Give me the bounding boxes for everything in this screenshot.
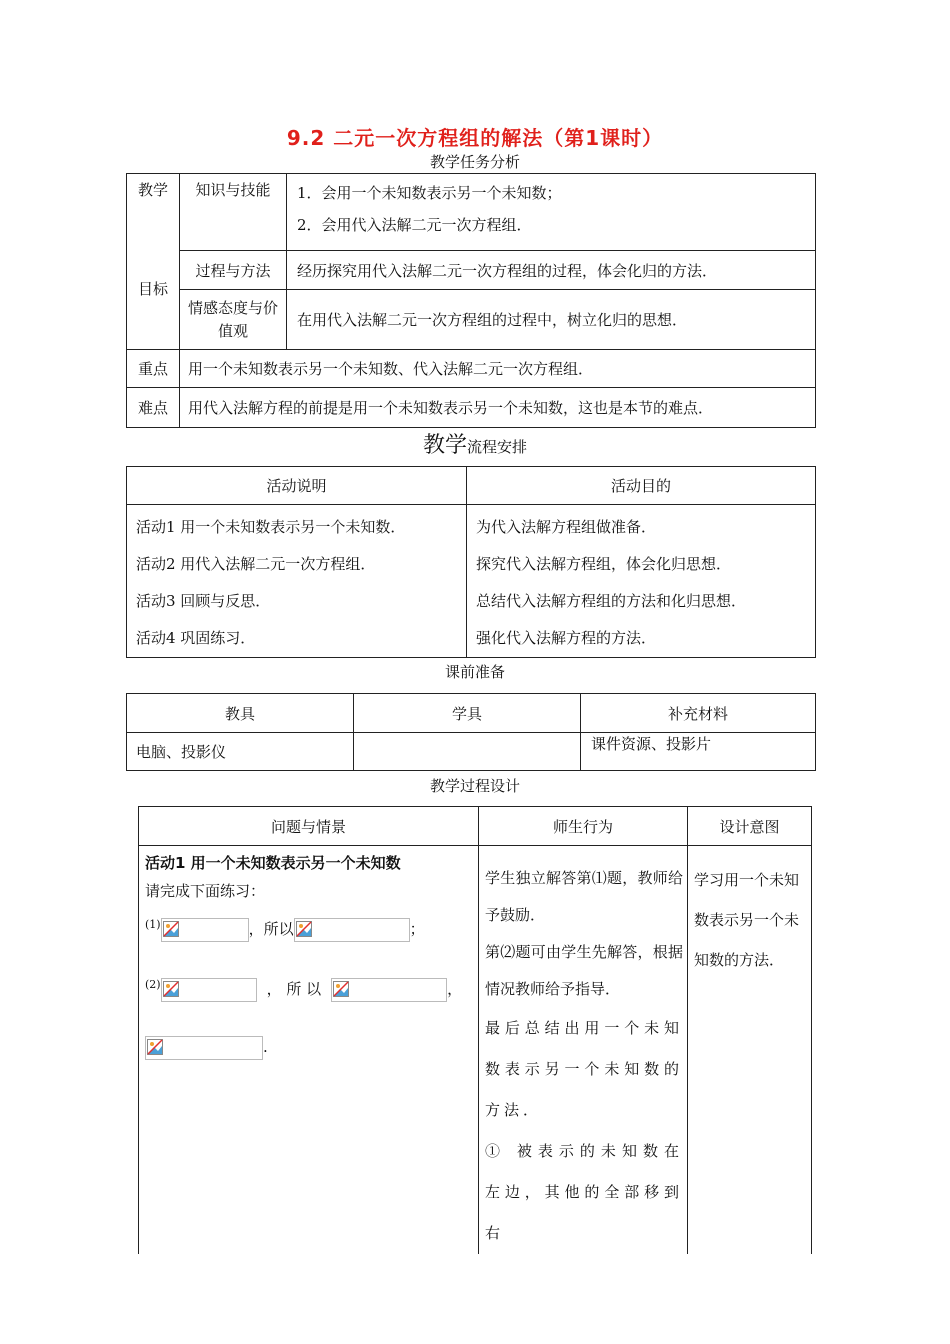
exercise-2 — [145, 978, 478, 1036]
design-prompt: 请完成下面练习： — [145, 882, 266, 900]
flow-purpose: 探究代入法解方程组，体会化归思想． — [476, 555, 732, 573]
flow-header: 活动说明 — [127, 467, 467, 505]
exercise-2-connector: ， 所 以 — [266, 980, 322, 998]
goal-label-cell — [127, 174, 180, 350]
flow-purposes-cell — [467, 505, 816, 658]
exercise-3 — [145, 1036, 478, 1066]
design-scenario-cell — [139, 846, 479, 1255]
task-analysis-caption: 教学任务分析 — [429, 153, 520, 171]
design-activity-title: 活动1 用一个未知数表示另一个未知数 — [145, 854, 401, 872]
prep-value: 电脑、投影仪 — [127, 733, 354, 771]
broken-image-icon — [163, 921, 179, 937]
design-intent-cell — [688, 846, 812, 1255]
flow-activities-cell — [127, 505, 467, 658]
prep-value: 课件资源、投影片 — [581, 733, 816, 771]
exercise-2-mark: (2) — [145, 978, 161, 991]
exercise-3-end: . — [263, 1038, 268, 1056]
broken-image-icon — [163, 981, 179, 997]
design-header: 问题与情景 — [139, 807, 479, 846]
design-caption: 教学过程设计 — [429, 777, 520, 795]
goal-line: 经历探究用代入法解二元一次方程组的过程，体会化归的方法． — [287, 251, 816, 290]
goal-sub-label: 情感态度与价值观 — [180, 290, 287, 350]
goal-sub-label: 知识与技能 — [180, 174, 287, 251]
prep-value — [354, 733, 581, 771]
design-header: 设计意图 — [688, 807, 812, 846]
difficulty-label: 难点 — [127, 388, 180, 428]
equation-image-placeholder — [294, 918, 410, 942]
flow-table — [126, 466, 816, 658]
design-intent: 学习用一个未知数表示另一个未知数的方法． — [694, 871, 800, 969]
document-title: 9.2 二元一次方程组的解法（第1课时） — [286, 126, 664, 150]
flow-activity: 活动2 用代入法解二元一次方程组． — [136, 555, 376, 573]
broken-image-icon — [296, 921, 312, 937]
teacher-action: 最后总结出用一个未知数表示另一个未知数的方法． — [485, 1019, 683, 1119]
task-analysis-table — [126, 173, 816, 428]
design-teacher-cell — [479, 846, 688, 1255]
equation-image-placeholder — [145, 1036, 263, 1060]
equation-image-placeholder — [161, 918, 249, 942]
broken-image-icon — [147, 1039, 163, 1055]
broken-image-icon — [333, 981, 349, 997]
teacher-action: ① 被表示的未知数在左边，其他的全部移到右 — [485, 1142, 683, 1242]
key-point-label: 重点 — [127, 350, 180, 388]
key-point-text: 用一个未知数表示另一个未知数、代入法解二元一次方程组． — [180, 350, 816, 388]
exercise-1-mark: (1) — [145, 918, 161, 931]
exercise-2-end: ， — [447, 980, 463, 998]
prep-header: 教具 — [127, 694, 354, 733]
flow-purpose: 为代入法解方程组做准备． — [476, 518, 657, 536]
goal-line: 在用代入法解二元一次方程组的过程中，树立化归的思想． — [287, 290, 816, 350]
goal-label-line1: 教学 — [137, 181, 168, 199]
exercise-1-end: ； — [409, 920, 425, 938]
flow-activity: 活动1 用一个未知数表示另一个未知数． — [136, 518, 406, 536]
goal-line: 2．会用代入法解二元一次方程组． — [297, 216, 532, 234]
flow-caption-rest: 流程安排 — [467, 438, 528, 456]
flow-activity: 活动3 回顾与反思． — [136, 592, 271, 610]
flow-header: 活动目的 — [467, 467, 816, 505]
prep-header: 补充材料 — [581, 694, 816, 733]
goal-content-cell — [287, 174, 816, 251]
prep-caption: 课前准备 — [444, 663, 505, 681]
goal-label-line2: 目标 — [137, 280, 168, 298]
flow-caption-emphasis: 教学 — [422, 433, 467, 458]
flow-activity: 活动4 巩固练习． — [136, 629, 256, 647]
teacher-action: 第⑵题可由学生先解答，根据情况教师给予指导． — [485, 943, 683, 998]
goal-line: 1．会用一个未知数表示另一个未知数； — [297, 184, 562, 202]
equation-image-placeholder — [331, 978, 447, 1002]
design-table — [138, 806, 812, 1254]
flow-purpose: 强化代入法解方程的方法． — [476, 629, 657, 647]
exercise-1-connector: ，所以 — [248, 920, 294, 938]
prep-header: 学具 — [354, 694, 581, 733]
equation-image-placeholder — [161, 978, 257, 1002]
exercise-1 — [145, 918, 478, 978]
flow-purpose: 总结代入法解方程组的方法和化归思想． — [476, 592, 747, 610]
design-header: 师生行为 — [479, 807, 688, 846]
prep-table — [126, 693, 816, 771]
teacher-action: 学生独立解答第⑴题，教师给予鼓励． — [485, 869, 683, 924]
flow-caption — [0, 428, 950, 459]
goal-sub-label: 过程与方法 — [180, 251, 287, 290]
difficulty-text: 用代入法解方程的前提是用一个未知数表示另一个未知数，这也是本节的难点． — [180, 388, 816, 428]
